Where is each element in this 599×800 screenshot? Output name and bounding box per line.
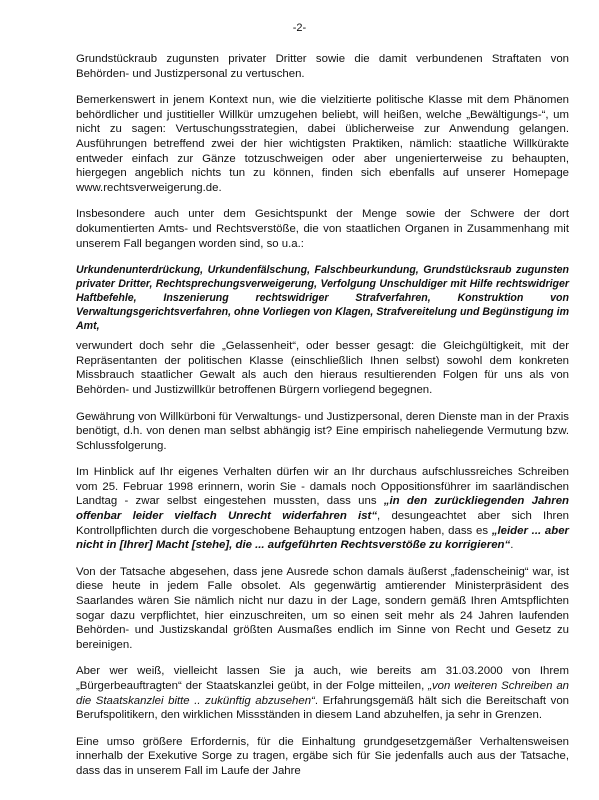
text-segment: Grundstückraub zugunsten privater Dritter sowie die damit verbundenen Straftaten von Behörden- und Justizpersonal zu vertuschen. bbox=[76, 53, 569, 80]
text-segment: , desungeachtet aber sich Ihren Kontrollpflichten durch die vorgeschobene Behauptung entzogen haben, dass es bbox=[76, 510, 569, 537]
paragraph bbox=[76, 52, 569, 81]
text-segment: Gewährung von Willkürboni für Verwaltungs- und Justizpersonal, deren Dienste man in der Praxis benötigt, d.h. von denen man selbst abhängig ist? Eine empirisch naheliegende Vermutung bzw. Schlussfolgerung. bbox=[76, 410, 569, 452]
text-segment: Von der Tatsache abgesehen, dass jene Ausrede schon damals äußerst „fadenscheinig“ war, ist diese heute in jedem Falle obsolet. Als gegenwärtig amtierender Ministerpräsident des Saarlandes wären Sie nämlich nicht nur dazu in der Lage, sondern gemäß Ihren Amtspflichten sogar dazu verpflichtet, hier einzuschreiten, um so einen seit mehr als 24 Jahren laufenden Behörden- und Justizskandal größten Ausmaßes endlich im Sinne von Recht und Gesetz zu bereinigen. bbox=[76, 565, 569, 651]
text-segment: Aber wer weiß, vielleicht lassen Sie ja auch, wie bereits am 31.03.2000 von Ihrem „Bürgerbeauftragten“ der Staatskanzlei geübt, in der Folge mitteilen, bbox=[76, 665, 569, 692]
quote-segment: „in den zurückliegenden Jahren offenbar leider vielfach Unrecht widerfahren ist“ bbox=[76, 495, 569, 523]
text-segment: . bbox=[510, 539, 514, 552]
text-segment: verwundert doch sehr die „Gelassenheit“, oder besser gesagt: die Gleichgültigkeit, mit der Repräsentanten der politischen Klasse (einschließlich Ihnen selbst) sowohl dem konkreten Missbrauch staatlicher Gewalt als auch den hieraus resultierenden Folgen für uns als von Behörden- und Justizwillkür betroffenen Bürgern vorliegend begegnen. bbox=[76, 340, 569, 396]
text-segment: Urkundenunterdrückung, Urkundenfälschung, Falschbeurkundung, Grundstücksraub zugunsten privater Dritter, Rechtsprechungsverweigerung, Verfolgung Unschuldiger mit Hilfe rechtswidriger Haftbefehle, Inszenierung rechtswidriger Strafverfahren, Konstruktion von Verwaltungsgerichtsverfahren, ohne Vorliegen von Klagen, Strafvereitelung und Begünstigung im Amt, bbox=[76, 264, 569, 333]
paragraph bbox=[76, 339, 569, 397]
document-body bbox=[76, 52, 569, 791]
quote-segment: „von weiteren Schreiben an die Staatskanzlei bitte .. zukünftig abzusehen“ bbox=[76, 680, 570, 707]
text-segment: Im Hinblick auf Ihr eigenes Verhalten dürfen wir an Ihr durchaus aufschlussreiches Schreiben vom 25. Februar 1998 erinnern, worin Sie - damals noch Oppositionsführer im saarländischen Landtag - zwar selbst eingestehen mussten, dass uns bbox=[76, 466, 569, 508]
text-segment: Insbesondere auch unter dem Gesichtspunkt der Menge sowie der Schwere der dort dokumentierten Amts- und Rechtsverstöße, die von staatlichen Organen in Zusammenhang mit unserem Fall begangen worden sind, so u.a.: bbox=[76, 208, 569, 250]
text-segment: . Erfahrungsgemäß hält sich die Bereitschaft von Berufspolitikern, den wirklichen Missständen in diesem Land abzuhelfen, ja sehr in Grenzen. bbox=[76, 694, 569, 722]
paragraph bbox=[76, 735, 569, 779]
page-number: -2- bbox=[292, 22, 307, 34]
paragraph bbox=[76, 664, 569, 722]
text-segment: Bemerkenswert in jenem Kontext nun, wie die vielzitierte politische Klasse mit dem Phänomen behördlicher und justitieller Willkür umzugehen beliebt, will heißen, welche „Bewältigungs-“, um nicht zu sagen: Vertuschungsstrategien, dabei üblicherweise zur Anwendung gelangen. Ausführungen betreffend zwei der hier wichtigsten Praktiken, nämlich: staatliche Willkürakte entweder einfach zur Gänze totzuschweigen oder aber ungenierterweise zu behaupten, hiergegen angeblich nichts tun zu können, finden sich ebenfalls auf unserer Homepage www.rechtsverweigerung.de. bbox=[76, 94, 569, 194]
quote-segment: „leider ... aber nicht in [Ihrer] Macht [stehe], die ... aufgeführten Rechtsverstöße zu korrigieren“ bbox=[76, 524, 569, 552]
text-segment: Eine umso größere Erfordernis, für die Einhaltung grundgesetzgemäßer Verhaltensweisen innerhalb der Exekutive Sorge zu tragen, ergäbe sich für Sie jedenfalls auch aus der Tatsache, dass das in unserem Fall im Laufe der Jahre bbox=[76, 735, 569, 777]
paragraph bbox=[76, 465, 569, 553]
paragraph bbox=[76, 93, 569, 195]
paragraph bbox=[76, 263, 569, 333]
paragraph bbox=[76, 565, 569, 653]
paragraph bbox=[76, 410, 569, 454]
paragraph bbox=[76, 207, 569, 251]
